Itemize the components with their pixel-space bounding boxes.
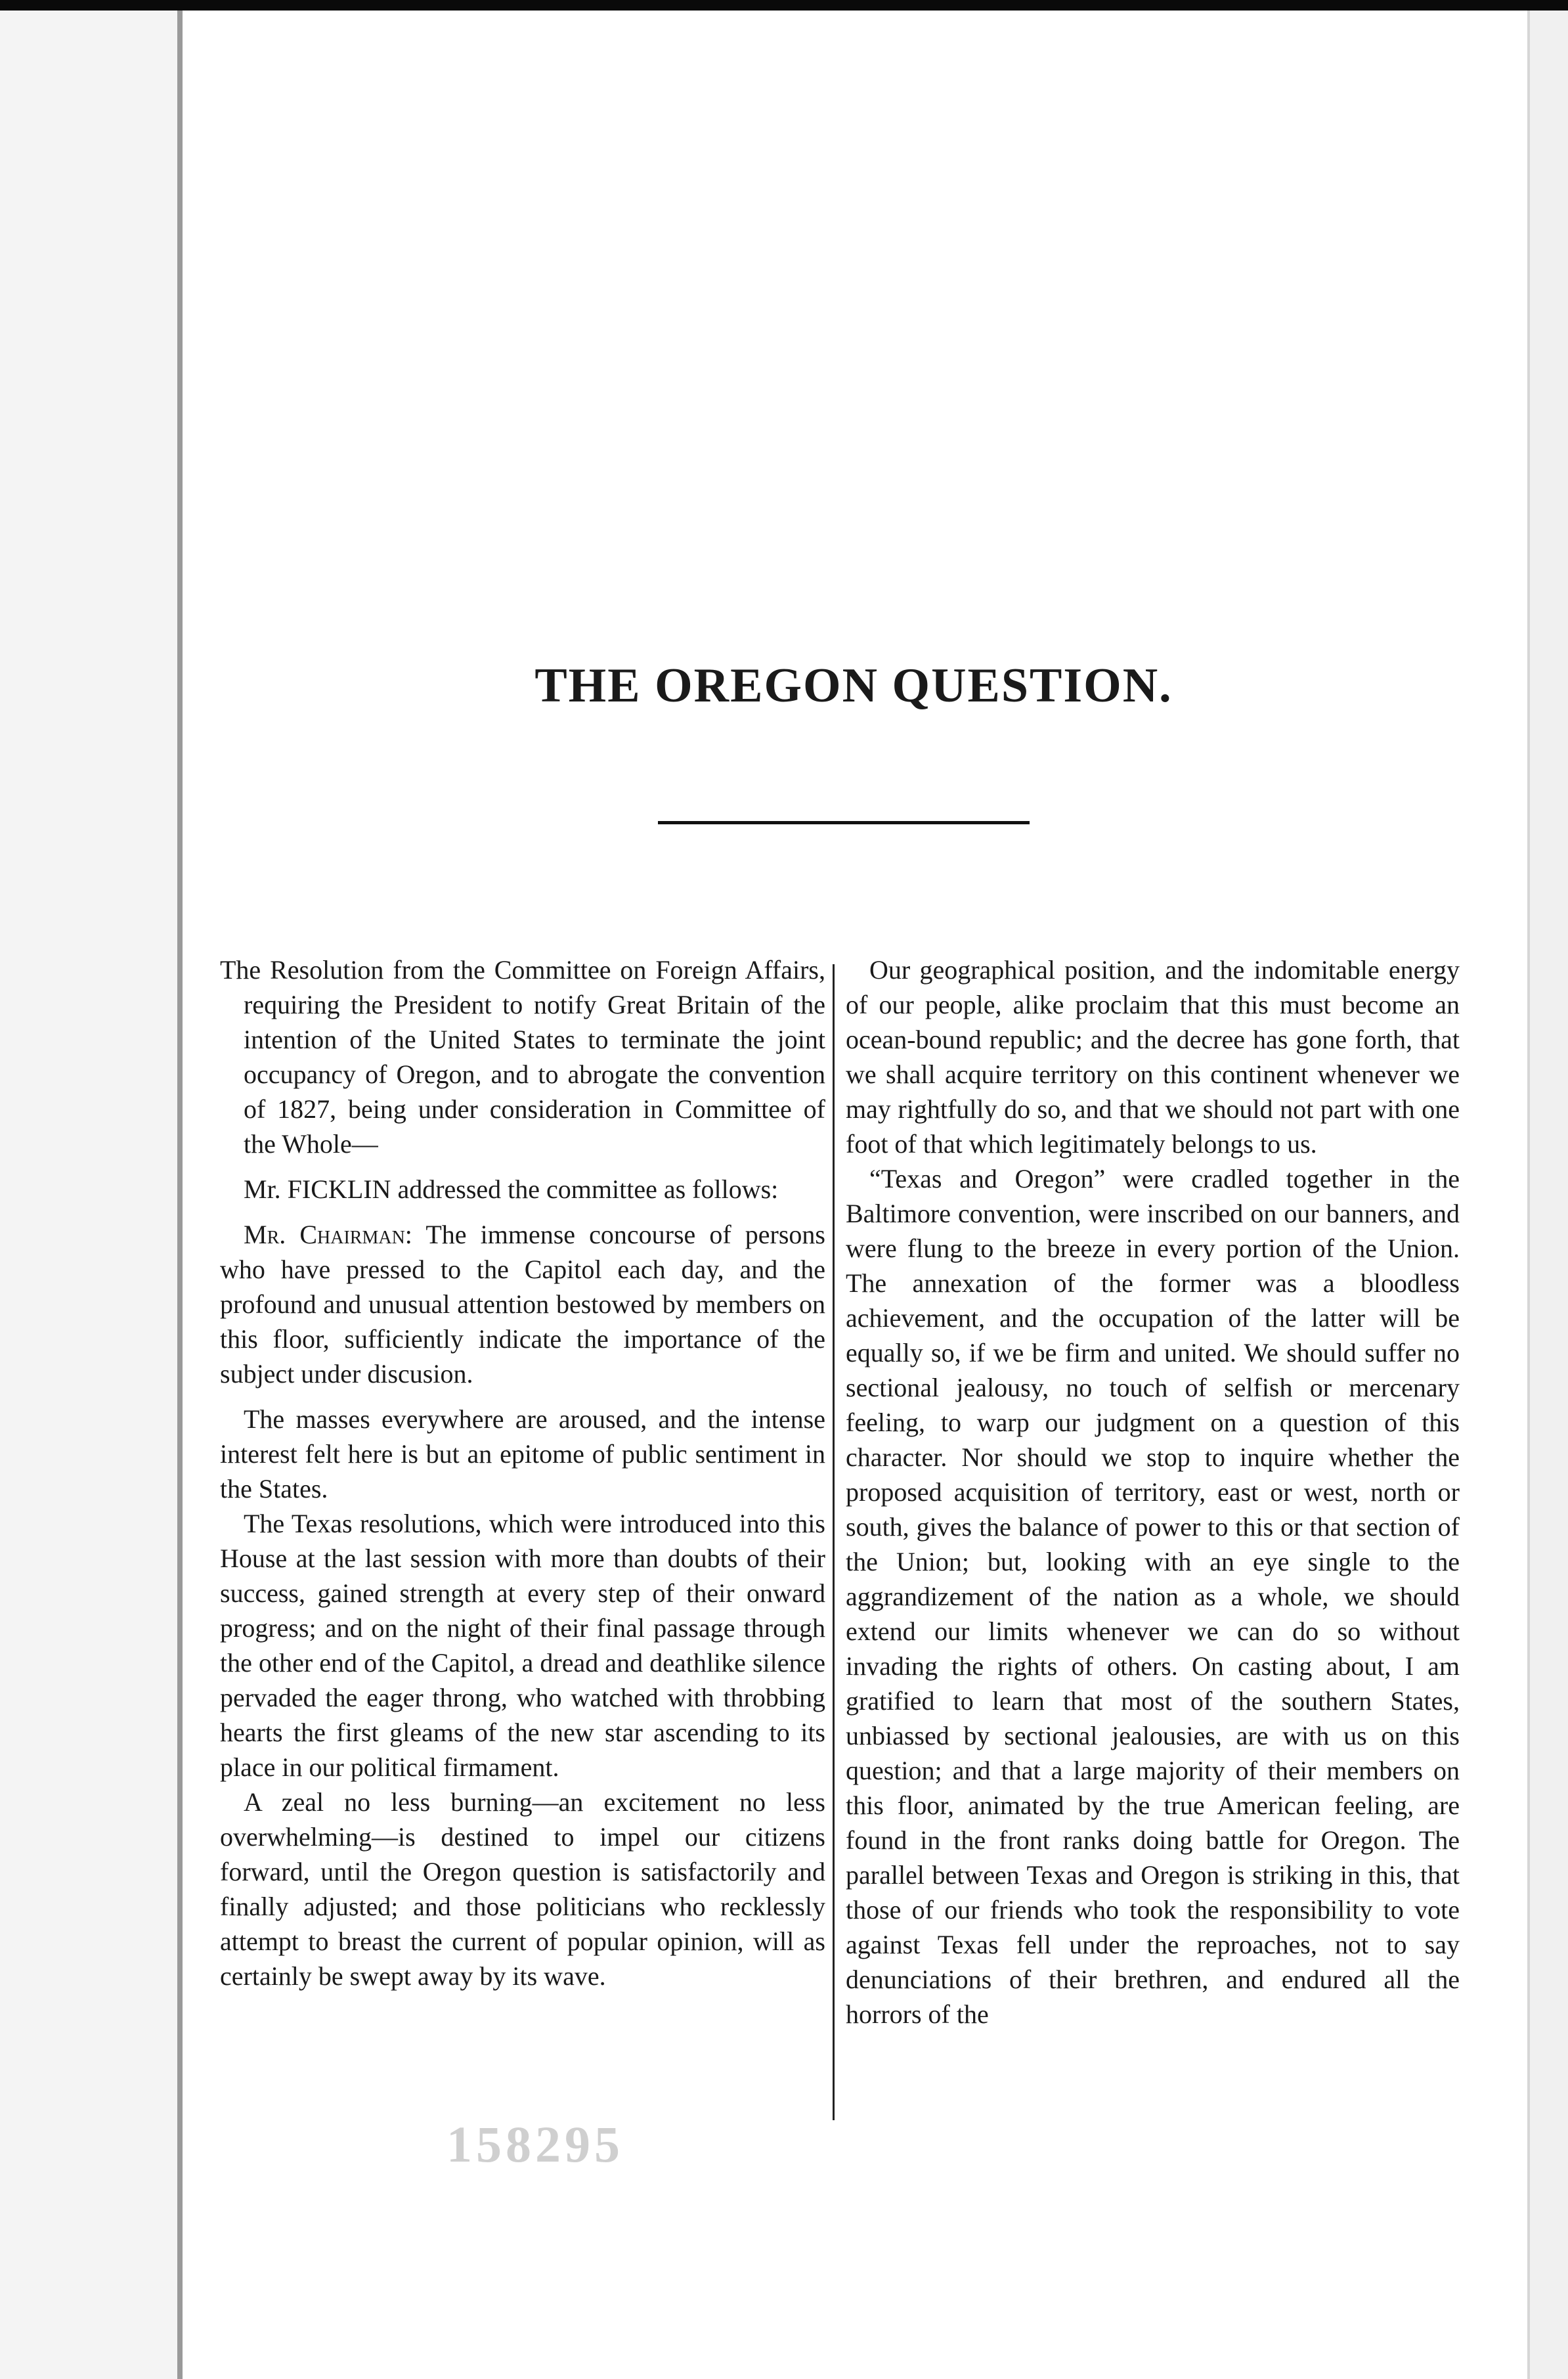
scan-left-margin <box>0 11 179 2379</box>
column-divider <box>833 964 835 2120</box>
left-paragraph-1 <box>220 1217 825 1391</box>
left-paragraph-4: A zeal no less burning—an excitement no less overwhelming—is destined to impel our citizens forward, until the Oregon question is satisfactorily and finally adjusted; and those politicians who recklessly attempt to breast the current of popular opinion, will as certainly be swept away by its wave. <box>220 1787 825 1991</box>
page-title: THE OREGON QUESTION. <box>534 658 1173 713</box>
scan-right-margin <box>1530 11 1568 2379</box>
left-paragraph-1-text: The immense concourse of persons who have pressed to the Capitol each day, and the profound and unusual attention bestowed by members on this floor, sufficiently indicate the importance of the subject under discusion. <box>220 1220 825 1389</box>
left-paragraph-3: The Texas resolutions, which were introduced into this House at the last session with more than doubts of their success, gained strength at every step of their onward progress; and on the night of their final passage through the other end of the Capitol, a dread and deathlike silence pervaded the eager throng, who watched with throbbing hearts the first gleams of the new star ascending to its place in our political firmament. <box>220 1509 825 1782</box>
left-paragraph-2: The masses everywhere are aroused, and the intense interest felt here is but an epitome of public sentiment in the States. <box>220 1404 825 1503</box>
left-column <box>220 952 825 1993</box>
library-stamp-number: 158295 <box>446 2116 624 2173</box>
resolution-preamble: The Resolution from the Committee on Foreign Affairs, requiring the President to notify Great Britain of the intention of the United States to terminate the joint occupancy of Oregon, and to abrogate the convention of 1827, being under consideration in Committee of the Whole— <box>220 955 825 1159</box>
right-paragraph-2: “Texas and Oregon” were cradled together in the Baltimore convention, were inscribed on our banners, and were flung to the breeze in every portion of the Union. The annexation of the former was a bloodless achievement, and the occupation of the latter will be equally so, if we be firm and united. We should suffer no sectional jealousy, no touch of selfish or mercenary feeling, to warp our judgment on a question of this character. Nor should we stop to inquire whether the proposed acquisition of territory, east or west, north or south, gives the balance of power to this or that section of the Union; but, looking with an eye single to the aggrandizement of the nation as a whole, we should extend our limits whenever we can do so without invading the rights of others. On casting about, I am gratified to learn that most of the southern States, unbiassed by sectional jealousies, are with us on this question; and that a large majority of their members on this floor, animated by the true American feeling, are found in the front ranks doing battle for Oregon. The parallel between Texas and Oregon is striking in this, that those of our friends who took the responsibility to vote against Texas fell under the reproaches, not to say denunciations of their brethren, and endured all the horrors of the <box>846 1164 1460 2029</box>
address-salutation: Mr. Chairman: <box>244 1220 412 1249</box>
scan-top-border <box>0 0 1568 11</box>
right-paragraph-1: Our geographical position, and the indomitable energy of our people, alike proclaim that this must become an ocean-bound republic; and the decree has gone forth, that we shall acquire territory on this continent whenever we may rightfully do so, and that we should not part with one foot of that which legitimately belongs to us. <box>846 955 1460 1159</box>
title-rule <box>658 821 1030 824</box>
right-column <box>846 952 1460 2032</box>
speaker-line: Mr. FICKLIN addressed the committee as follows: <box>244 1174 779 1204</box>
page-binding-edge <box>177 11 183 2379</box>
